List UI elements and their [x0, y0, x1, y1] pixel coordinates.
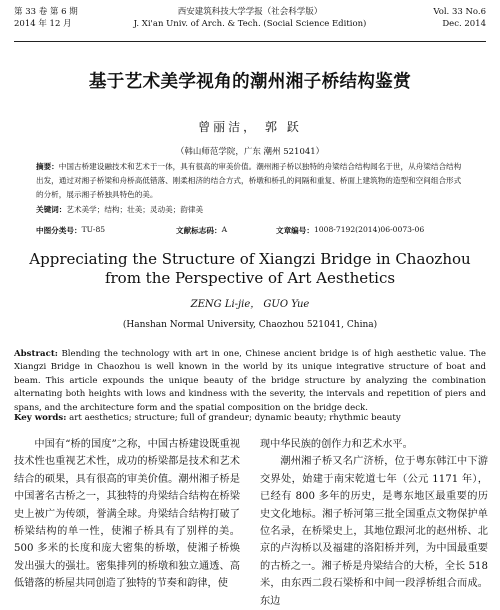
affiliation-cn: （韩山师范学院，广东 潮州 521041）	[175, 147, 325, 157]
article-number-value: 1008-7192(2014)06-0073-06	[313, 225, 425, 234]
doc-code-value: A	[221, 225, 228, 234]
body-paragraph: 中国有“桥的国度”之称，中国古桥建设既重视技术性也重视艺术性，成功的桥梁都是技术和艺术结合的硕果，具有很高的审美价值。潮州湘子桥是中国著名古桥之一，其独特的舟梁结合结构在桥梁史上被广为传颂，誉满全球。舟梁结合结构打破了桥梁结构的单一性，使湘子桥具有了别样的美。500 多米的长度和庞大密集的桥墩，使湘子桥焕发出强大的强壮。密集排列的桥墩和独立通透、高低错落的桥屋共同创造了独特的节奏和韵律，使	[14, 439, 240, 590]
header-date-cn: 2014 年 12 月	[14, 19, 72, 29]
header-volume: 第 33 卷 第 6 期	[14, 7, 78, 17]
header-journal	[14, 6, 486, 30]
clc-number	[36, 225, 106, 236]
clc-label: 中图分类号：	[36, 226, 82, 235]
abstract-en-text: Blending the technology with art in one, Chinese ancient bridge is of high aesthetic value. The Xiangzi Bridge in Chaozhou is well known in the world by its unique integrative structure of boat and beam. This article expounds the unique beauty of the bridge structure by analyzing the combination alternating both heights with lows and kindness with the severity, the intervals and repetition of piers and spans, and the architecture form and the spatial composition on the bridge deck.	[14, 349, 486, 413]
classification-line	[36, 225, 464, 237]
doc-code	[176, 225, 228, 236]
doc-code-label: 文献标志码：	[176, 226, 222, 235]
keywords-en	[14, 412, 486, 425]
body-paragraph: 潮州湘子桥又名广济桥，位于粤东韩江中下游交界处，始建于南宋乾道七年（公元 1171 年），已经有 800 多年的历史，是粤东地区最重要的历史文化地标。湘子桥河第三批全国重点文物保护单位名录，在桥梁史上，其地位跟河北的赵州桥、北京的卢沟桥以及福建的洛阳桥并列，为中国最重要的古桥之一。湘子桥是舟梁结合的大桥，全长 518 米，由东西二段石梁桥和中间一段浮桥组合而成。东边	[260, 456, 488, 607]
abstract-cn-body	[36, 160, 464, 203]
clc-value: TU-85	[81, 225, 106, 234]
header-date-en: Dec. 2014	[442, 19, 486, 29]
abstract-en-label: Abstract:	[14, 349, 58, 359]
body-paragraph-continued: 现中华民族的创作力和艺术水平。	[260, 439, 413, 450]
title-cn: 基于艺术美学视角的潮州湘子桥结构鉴赏	[88, 72, 412, 92]
header-journal-cn: 西安建筑科技大学学报（社会科学版）	[177, 7, 323, 17]
abstract-cn-label: 摘要：	[36, 162, 59, 171]
abstract-cn	[36, 160, 464, 217]
body-column-right	[260, 436, 488, 610]
keywords-en-label: Key words:	[14, 413, 67, 423]
authors-en: ZENG Li-jie， GUO Yue	[190, 299, 310, 310]
body-column-left	[14, 436, 240, 593]
keywords-cn-text: 艺术美学；结构；壮美；灵动美；韵律美	[66, 204, 204, 214]
authors-cn: 曾丽洁， 郭 跃	[198, 120, 302, 134]
header-issue-en	[433, 6, 486, 30]
title-en	[0, 250, 500, 288]
title-en-line1: Appreciating the Structure of Xiangzi Bridge in Chaozhou	[29, 250, 471, 268]
header-volume-en: Vol. 33 No.6	[433, 7, 486, 17]
header-rule	[14, 41, 486, 42]
header-journal-en: J. Xi'an Univ. of Arch. & Tech. (Social Science Edition)	[133, 19, 367, 29]
article-number-label: 文章编号：	[276, 226, 314, 235]
journal-header	[14, 6, 486, 38]
abstract-cn-text: 中国古桥建设融技术和艺术于一体，具有很高的审美价值。潮州湘子桥以独特的舟梁结合结构闻名于世，从舟梁结合结构出发，通过对湘子桥梁和舟桥高低错落、刚柔相济的结合方式，桥墩和桥孔的间隔和重复、桥面上建筑物的造型和空间组合形式的分析，展示湘子桥独具特色的美。	[36, 162, 462, 200]
keywords-cn	[36, 203, 464, 217]
affiliation-en: (Hanshan Normal University, Chaozhou 521041, China)	[122, 320, 378, 330]
abstract-en	[14, 348, 486, 415]
article-number	[276, 225, 425, 236]
keywords-cn-label: 关键词：	[36, 204, 67, 214]
keywords-en-text: art aesthetics; structure; full of grandeur; dynamic beauty; rhythmic beauty	[66, 413, 401, 423]
title-en-line2: from the Perspective of Art Aesthetics	[104, 269, 396, 287]
